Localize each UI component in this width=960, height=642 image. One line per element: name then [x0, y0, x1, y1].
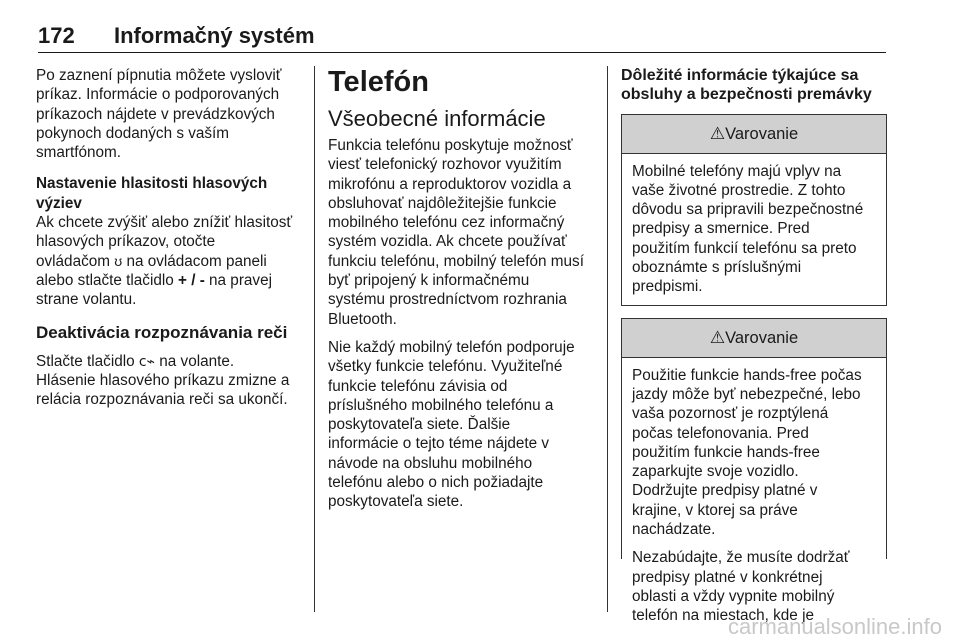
subheading-line: Nastavenie hlasitosti hlasových: [36, 175, 268, 193]
text-line: relácia rozpoznávania reči sa ukončí.: [36, 391, 288, 409]
warning-title: Varovanie: [725, 328, 799, 347]
text-line: funkciu telefónu, mobilný telefón musí: [328, 252, 584, 270]
text-line: viesť telefonický rozhovor využitím: [328, 156, 562, 174]
watermark: carmanualsonline.info: [727, 614, 942, 639]
text-line: Dodržujte predpisy platné v: [632, 482, 818, 500]
text-line: Nezabúdajte, že musíte dodržať: [632, 549, 850, 567]
volume-paragraph: [36, 213, 304, 309]
deactivate-paragraph: [36, 352, 304, 410]
text-line: telefónu alebo o nich požiadajte: [328, 474, 544, 492]
voice-control-icon: ⅽ⌁: [138, 352, 156, 369]
text-line: použitím funkcie hands-free: [632, 443, 820, 461]
text-line: predpisy platné v konkrétnej: [632, 568, 823, 586]
warning-box: [621, 318, 887, 625]
warning-header: [622, 115, 886, 154]
text-span: ovládačom: [36, 252, 115, 270]
text-line: pokynoch dodaných s vaším: [36, 124, 230, 142]
column-divider: [314, 66, 315, 612]
text-line: zaparkujte svoje vozidlo.: [632, 463, 799, 481]
text-line: nachádzate.: [632, 521, 716, 539]
page-title: Informačný systém: [114, 23, 315, 48]
text-line: smartfónom.: [36, 144, 122, 162]
text-line: Použitie funkcie hands-free počas: [632, 366, 862, 384]
text-line: oblasti a vždy vypnite mobilný: [632, 587, 835, 605]
text-line: dôvodu sa pripravili bezpečnostné: [632, 201, 864, 219]
intro-paragraph: [36, 66, 304, 162]
heading-line: obsluhy a bezpečnosti premávky: [621, 86, 872, 104]
text-line: informácie o tejto téme nájdete v: [328, 435, 550, 453]
text-line: hlasových príkazov, otočte: [36, 233, 216, 251]
section-heading: [621, 66, 887, 105]
text-line: poskytovateľa siete.: [328, 493, 464, 511]
text-line: funkcie telefónu závisia od: [328, 377, 508, 395]
text-line: Mobilné telefóny majú vplyv na: [632, 162, 842, 180]
text-line: mobilného telefónu cez informačný: [328, 214, 565, 232]
text-line: vaše životné prostredie. Z tohto: [632, 181, 846, 199]
warning-body: [622, 358, 886, 634]
warning-icon: ⚠: [709, 123, 726, 143]
text-line: vaša pozornosť je rozptýlená: [632, 405, 829, 423]
text-line: všetky funkcie telefónu. Využiteľné: [328, 358, 563, 376]
page-header: [38, 24, 886, 53]
text-span: Stlačte tlačidlo: [36, 352, 139, 370]
text-line: príkaz. Informácie o podporovaných: [36, 86, 280, 104]
column-middle: [328, 66, 598, 512]
warning-body: [622, 154, 886, 305]
column-right: [621, 66, 887, 625]
text-line: príslušného mobilného telefónu a: [328, 396, 554, 414]
text-line: [36, 352, 304, 371]
text-line: Po zaznení pípnutia môžete vysloviť: [36, 67, 282, 84]
warning-paragraph: [632, 366, 886, 540]
text-span: na ovládacom paneli: [122, 252, 267, 270]
warning-box: [621, 114, 887, 306]
subheading-line: výziev: [36, 194, 82, 212]
text-line: telefón na miestach, kde je: [632, 607, 814, 625]
text-line: oboznámte s príslušnými: [632, 259, 802, 277]
text-line: systému prostredníctvom rozhrania: [328, 291, 567, 309]
text-span: na pravej: [204, 271, 272, 289]
text-line: krajine, v ktorej sa práve: [632, 501, 798, 519]
text-line: byť pripojený k informačnému: [328, 272, 530, 290]
knob-icon: ʊ: [114, 252, 123, 269]
section-heading: Deaktivácia rozpoznávania reči: [36, 322, 288, 342]
text-line: obsluhovať najdôležitejšie funkcie: [328, 194, 557, 212]
text-span: alebo stlačte tlačidlo: [36, 271, 179, 289]
subheading-volume: [36, 174, 304, 213]
column-left: [36, 66, 304, 409]
warning-icon: ⚠: [709, 327, 726, 347]
section-title: Všeobecné informácie: [328, 106, 546, 131]
text-line: príkazoch nájdete v prevádzkových: [36, 105, 275, 123]
text-line: jazdy môže byť nebezpečné, lebo: [632, 385, 861, 403]
column-divider: [607, 66, 608, 612]
text-line: Nie každý mobilný telefón podporuje: [328, 338, 575, 356]
warning-title: Varovanie: [725, 124, 799, 143]
text-line: mikrofónu a reproduktorov vozidla a: [328, 175, 572, 193]
text-line: počas telefonovania. Pred: [632, 424, 809, 442]
text-line: predpismi.: [632, 278, 703, 296]
warning-header: [622, 319, 886, 358]
text-line: Funkcia telefónu poskytuje možnosť: [328, 137, 573, 154]
volume-button-label: + / -: [178, 271, 205, 289]
text-line: Hlásenie hlasového príkazu zmizne a: [36, 371, 290, 389]
text-line: [36, 252, 304, 271]
text-line: Bluetooth.: [328, 310, 397, 328]
text-line: [36, 271, 304, 290]
text-line: strane volantu.: [36, 291, 137, 309]
support-paragraph: [328, 338, 598, 512]
text-line: Ak chcete zvýšiť alebo znížiť hlasitosť: [36, 214, 293, 232]
text-span: na volante.: [155, 352, 235, 370]
text-line: návode na obsluhu mobilného: [328, 454, 533, 472]
page-number: 172: [38, 23, 75, 48]
text-line: predpisy a smernice. Pred: [632, 220, 810, 238]
chapter-title: Telefón: [328, 66, 429, 98]
text-line: použitím funkcií telefónu sa preto: [632, 239, 857, 257]
general-paragraph: [328, 136, 598, 329]
heading-line: Dôležité informácie týkajúce sa: [621, 67, 859, 84]
text-line: systém vozidla. Ak chcete používať: [328, 233, 567, 251]
text-line: poskytovateľa siete. Ďalšie: [328, 416, 511, 434]
